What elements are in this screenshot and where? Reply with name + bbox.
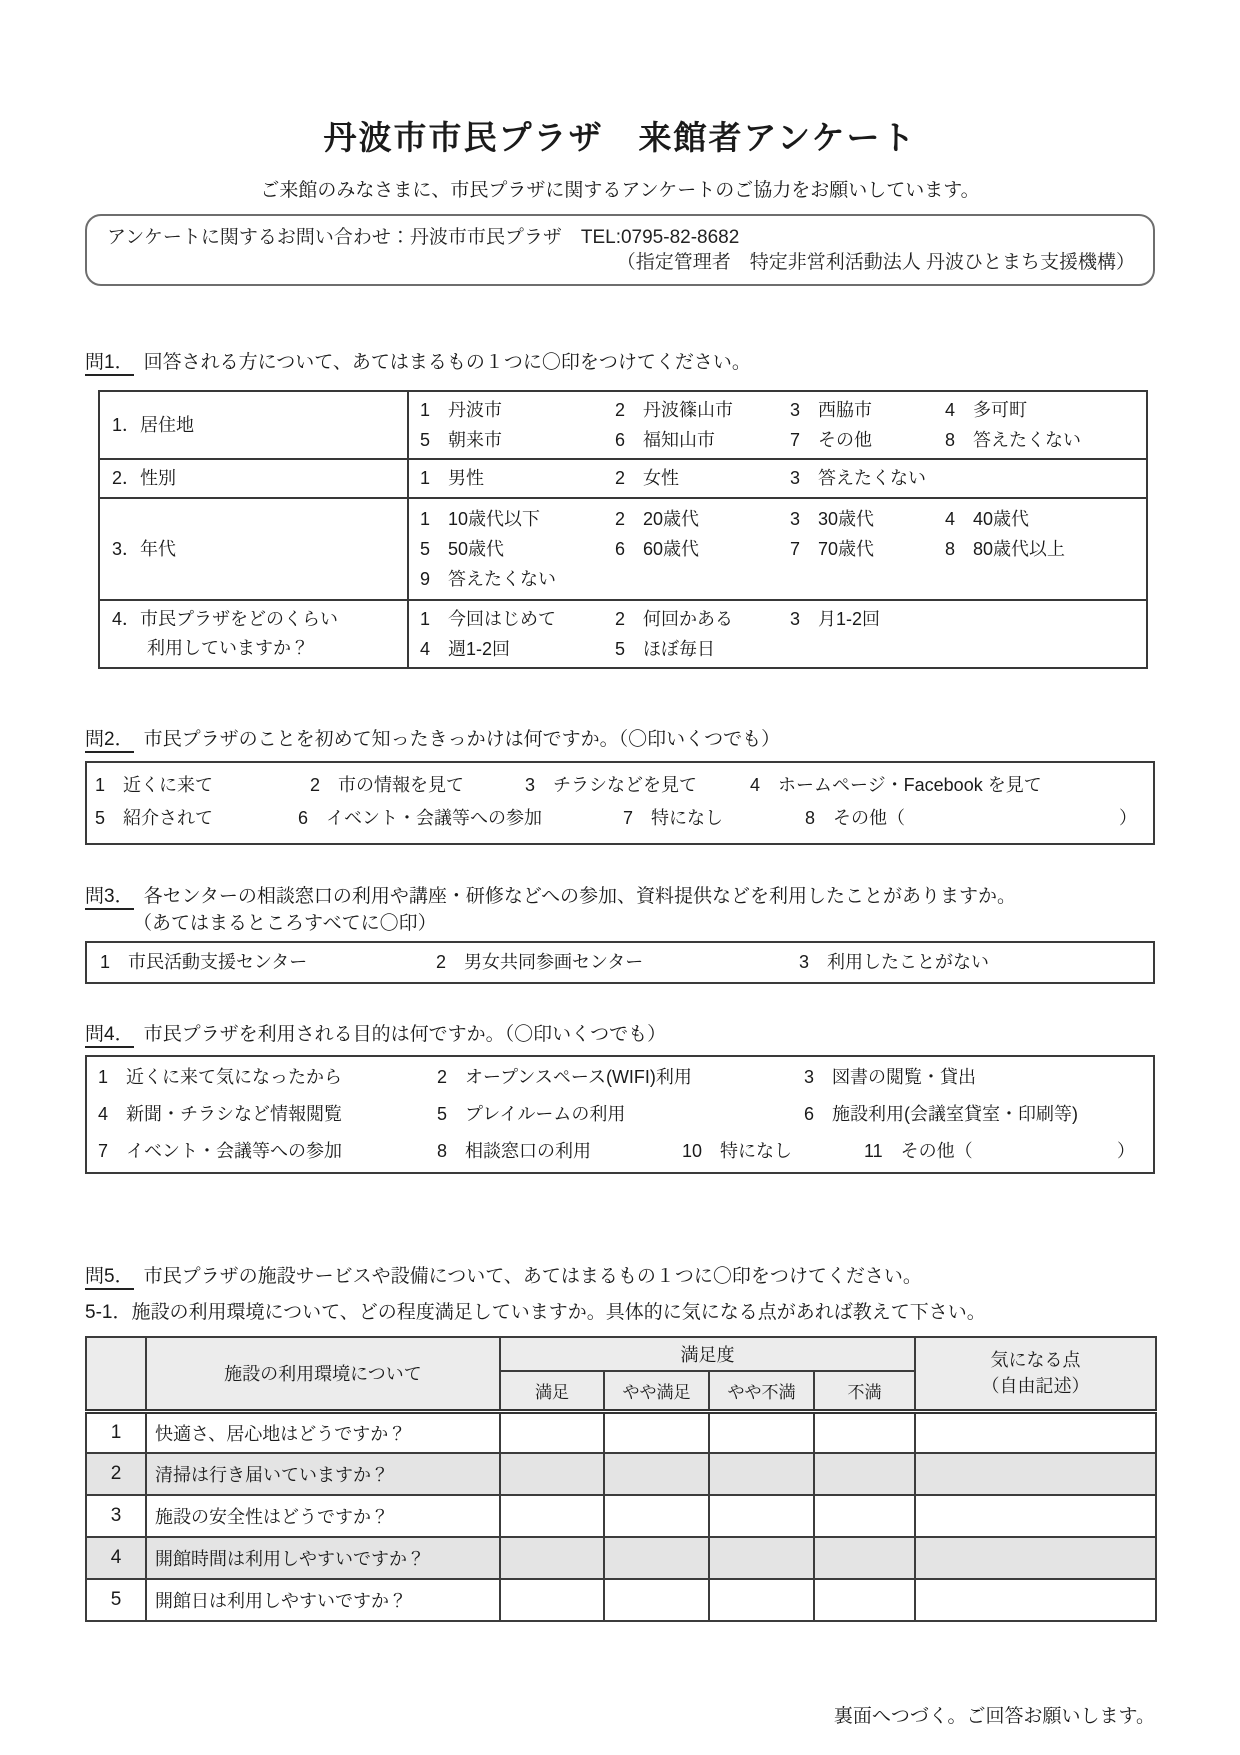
close-paren: ）: [1117, 1141, 1135, 1161]
row-number: 5: [86, 1579, 146, 1621]
option: 3 30歳代: [790, 509, 875, 529]
option: 2 丹波篠山市: [615, 400, 734, 420]
row-question: 開館日は利用しやすいですか？: [146, 1579, 500, 1621]
option: 8 その他（: [805, 808, 906, 828]
option: 4 新聞・チラシなど情報閲覧: [98, 1104, 343, 1124]
q1-heading: [85, 350, 1155, 376]
answer-cell[interactable]: [814, 1537, 915, 1579]
contact-line2: （指定管理者 特定非営利活動法人 丹波ひとまち支援機構）: [616, 252, 1135, 273]
answer-cell[interactable]: [500, 1579, 604, 1621]
option: 7 その他: [790, 430, 873, 450]
option: 2 20歳代: [615, 509, 700, 529]
row-question: 開館時間は利用しやすいですか？: [146, 1537, 500, 1579]
contact-line1: アンケートに関するお問い合わせ：丹波市市民プラザ TEL:0795-82-8682: [107, 227, 740, 248]
table-header-row: [86, 1337, 1156, 1371]
notes-cell[interactable]: [915, 1411, 1156, 1453]
option: 5 プレイルームの利用: [437, 1104, 626, 1124]
row-number: 3: [86, 1495, 146, 1537]
q3-options-box: [85, 941, 1155, 984]
option-line: [98, 1096, 1145, 1133]
q2-options-box: [85, 761, 1155, 845]
answer-cell[interactable]: [604, 1411, 709, 1453]
option-line: [420, 534, 1142, 564]
q5-1-heading: [85, 1299, 1155, 1326]
row-question: 施設の安全性はどうですか？: [146, 1495, 500, 1537]
satisfaction-table: [85, 1336, 1157, 1622]
q3-label: 問3．: [85, 886, 134, 910]
option: 2 オープンスペース(WIFI)利用: [437, 1067, 692, 1087]
option: 4 多可町: [945, 400, 1028, 420]
option: 5 ほぼ毎日: [615, 639, 716, 659]
q3-heading: [85, 883, 1155, 937]
option: 7 イベント・会議等への参加: [98, 1141, 343, 1161]
option: 5 紹介されて: [95, 808, 214, 828]
option: 4 ホームページ・Facebook を見て: [750, 775, 1042, 795]
row-question: 快適さ、居心地はどうですか？: [146, 1411, 500, 1453]
level-header-somewhat-dissatisfied: やや不満: [709, 1371, 814, 1411]
option-line: [420, 604, 1142, 634]
option-line: [420, 425, 1142, 455]
answer-cell[interactable]: [500, 1495, 604, 1537]
q1-item-line2: 利用していますか？: [147, 638, 309, 658]
contact-box: [85, 214, 1155, 286]
q2-heading-text: 市民プラザのことを初めて知ったきっかけは何ですか。（〇印いくつでも）: [143, 729, 781, 750]
answer-cell[interactable]: [814, 1495, 915, 1537]
answer-cell[interactable]: [500, 1537, 604, 1579]
option: 2 何回かある: [615, 609, 734, 629]
q1-row-residence: [99, 391, 1147, 459]
option: 3 月1-2回: [790, 609, 881, 629]
q1-row-frequency: [99, 600, 1147, 668]
option: 2 男女共同参画センター: [436, 952, 644, 972]
option: 1 近くに来て気になったから: [98, 1067, 343, 1087]
option: 1 10歳代以下: [420, 509, 541, 529]
notes-cell[interactable]: [915, 1579, 1156, 1621]
q1-item-line1: 4．市民プラザをどのくらい: [112, 609, 339, 629]
option: 8 答えたくない: [945, 430, 1082, 450]
q2-heading: [85, 727, 1155, 753]
q4-heading: [85, 1022, 1155, 1048]
notes-header-line2: （自由記述）: [981, 1376, 1090, 1397]
option: 3 チラシなどを見て: [525, 775, 698, 795]
q4-options-box: [85, 1055, 1155, 1174]
q5-1-label: 5-1．: [85, 1302, 132, 1323]
question-column-header: 施設の利用環境について: [146, 1337, 500, 1411]
answer-cell[interactable]: [604, 1537, 709, 1579]
row-number: 2: [86, 1453, 146, 1495]
option: 3 図書の閲覧・貸出: [804, 1067, 977, 1087]
q2-label: 問2．: [85, 729, 134, 753]
option: 5 朝来市: [420, 430, 503, 450]
option: 2 女性: [615, 468, 680, 488]
option-line: [95, 802, 1147, 835]
option-line: [420, 463, 1142, 494]
q1-item-label: 3．年代: [99, 498, 408, 600]
q3-heading-text: 各センターの相談窓口の利用や講座・研修などへの参加、資料提供などを利用したことがありますか。: [143, 886, 1017, 907]
option: 7 70歳代: [790, 539, 875, 559]
option-line: [420, 634, 1142, 664]
option: 1 市民活動支援センター: [100, 952, 308, 972]
option: 1 今回はじめて: [420, 609, 557, 629]
option-line: [98, 1133, 1145, 1170]
option: 9 答えたくない: [420, 569, 557, 589]
q1-heading-text: 回答される方について、あてはまるもの１つに〇印をつけてください。: [143, 352, 751, 373]
notes-cell[interactable]: [915, 1453, 1156, 1495]
option: 1 丹波市: [420, 400, 503, 420]
number-column-header: [86, 1337, 146, 1411]
table-row: [86, 1579, 1156, 1621]
option-line: [420, 564, 1142, 594]
table-row: [86, 1411, 1156, 1453]
q5-1-heading-text: 施設の利用環境について、どの程度満足していますか。具体的に気になる点があれば教えて下さい。: [131, 1302, 986, 1323]
option: 8 相談窓口の利用: [437, 1141, 592, 1161]
q1-options-cell: [408, 600, 1147, 668]
option: 4 40歳代: [945, 509, 1030, 529]
option: 6 60歳代: [615, 539, 700, 559]
q1-table: [98, 390, 1148, 669]
close-paren: ）: [1119, 808, 1137, 828]
q1-row-age: [99, 498, 1147, 600]
table-row: [86, 1537, 1156, 1579]
q5-heading: [85, 1264, 1155, 1290]
option: 6 施設利用(会議室貸室・印刷等): [804, 1104, 1078, 1124]
q1-options-cell: [408, 459, 1147, 498]
satisfaction-group-header: 満足度: [500, 1337, 915, 1371]
q5-heading-text: 市民プラザの施設サービスや設備について、あてはまるもの１つに〇印をつけてください。: [143, 1266, 922, 1287]
option: 7 特になし: [623, 808, 724, 828]
answer-cell[interactable]: [709, 1453, 814, 1495]
option: 1 男性: [420, 468, 485, 488]
option-line: [100, 949, 1147, 976]
notes-header-line1: 気になる点: [990, 1350, 1081, 1371]
q1-options-cell: [408, 498, 1147, 600]
row-number: 1: [86, 1411, 146, 1453]
q1-options-cell: [408, 391, 1147, 459]
q1-label: 問1．: [85, 352, 134, 376]
answer-cell[interactable]: [604, 1495, 709, 1537]
level-header-satisfied: 満足: [500, 1371, 604, 1411]
option: 3 答えたくない: [790, 468, 927, 488]
answer-cell[interactable]: [709, 1411, 814, 1453]
option: 11 その他（: [864, 1141, 973, 1161]
level-header-dissatisfied: 不満: [814, 1371, 915, 1411]
option: 2 市の情報を見て: [310, 775, 465, 795]
option: 3 利用したことがない: [799, 952, 990, 972]
option: 8 80歳代以上: [945, 539, 1066, 559]
row-number: 4: [86, 1537, 146, 1579]
answer-cell[interactable]: [709, 1495, 814, 1537]
option: 6 イベント・会議等への参加: [298, 808, 543, 828]
q1-item-label: 1．居住地: [99, 391, 408, 459]
option-line: [98, 1059, 1145, 1096]
q3-note: （あてはまるところすべてに〇印）: [133, 913, 437, 934]
notes-cell[interactable]: [915, 1495, 1156, 1537]
answer-cell[interactable]: [500, 1411, 604, 1453]
level-header-somewhat-satisfied: やや満足: [604, 1371, 709, 1411]
answer-cell[interactable]: [604, 1453, 709, 1495]
intro-text: ご来館のみなさまに、市民プラザに関するアンケートのご協力をお願いしています。: [260, 180, 980, 201]
q4-heading-text: 市民プラザを利用される目的は何ですか。（〇印いくつでも）: [143, 1024, 667, 1045]
table-row: [86, 1453, 1156, 1495]
q1-item-label: 2．性別: [99, 459, 408, 498]
option-other-writein[interactable]: [864, 1133, 1145, 1170]
option: 3 西脇市: [790, 400, 873, 420]
answer-cell[interactable]: [814, 1411, 915, 1453]
footer-note: 裏面へつづく。ご回答お願いします。: [833, 1706, 1155, 1727]
answer-cell[interactable]: [709, 1537, 814, 1579]
option: 4 週1-2回: [420, 639, 511, 659]
table-row: [86, 1495, 1156, 1537]
option: 5 50歳代: [420, 539, 505, 559]
answer-cell[interactable]: [500, 1453, 604, 1495]
q1-item-label: [99, 600, 408, 668]
answer-cell[interactable]: [604, 1579, 709, 1621]
answer-cell[interactable]: [709, 1579, 814, 1621]
notes-column-header: [915, 1337, 1156, 1411]
option-line: [95, 769, 1147, 802]
q1-row-gender: [99, 459, 1147, 498]
option-line: [420, 504, 1142, 534]
answer-cell[interactable]: [814, 1453, 915, 1495]
option: 6 福知山市: [615, 430, 716, 450]
q4-label: 問4．: [85, 1024, 134, 1048]
answer-cell[interactable]: [814, 1579, 915, 1621]
row-question: 清掃は行き届いていますか？: [146, 1453, 500, 1495]
option: 1 近くに来て: [95, 775, 214, 795]
q5-label: 問5．: [85, 1266, 134, 1290]
option-line: [420, 395, 1142, 425]
notes-cell[interactable]: [915, 1537, 1156, 1579]
option-other-writein[interactable]: [805, 802, 1147, 835]
page-title: 丹波市市民プラザ 来館者アンケート: [323, 119, 917, 156]
option: 10 特になし: [682, 1141, 793, 1161]
